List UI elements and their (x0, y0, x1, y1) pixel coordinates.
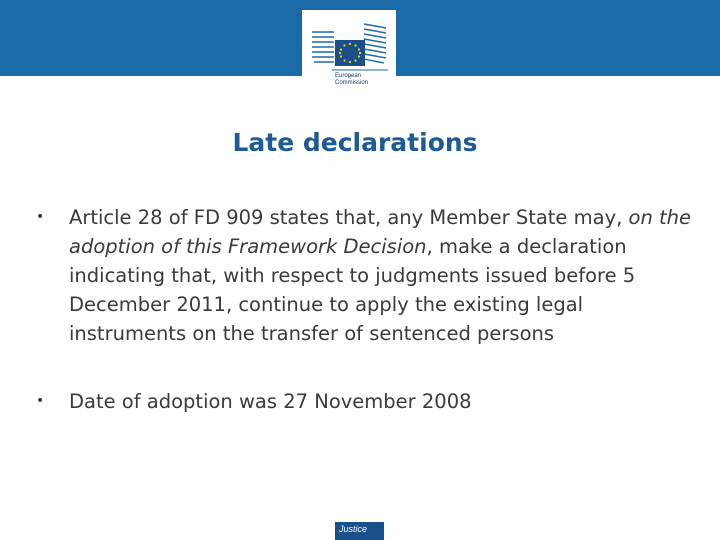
logo-line-european: European (335, 73, 362, 79)
bullet-1-text-start: Article 28 of FD 909 states that, any Member State may, (69, 206, 629, 229)
bullet-1-text-italic: on the adoption of this Framework Decision (69, 206, 692, 258)
eu-flag-building-icon (302, 10, 396, 102)
bullet-item-date-of-adoption (32, 387, 692, 416)
logo-wordmark (335, 73, 395, 87)
footer-justice-badge: Justice (335, 522, 384, 540)
bullet-1-text-end: , make a declaration indicating that, with respect to judgments issued before 5 December 2011, continue to apply the existing legal instruments on the transfer of sentenced persons (69, 235, 636, 345)
bullet-item-article-28 (32, 203, 692, 348)
slide-title: Late declarations (232, 128, 478, 157)
bullet-dot-icon: • (36, 209, 45, 225)
logo-line-commission: Commission (335, 80, 369, 86)
bullet-2-text: Date of adoption was 27 November 2008 (69, 390, 472, 413)
bullet-list (32, 203, 692, 416)
european-commission-logo (302, 10, 396, 102)
bullet-dot-icon: • (36, 393, 45, 409)
